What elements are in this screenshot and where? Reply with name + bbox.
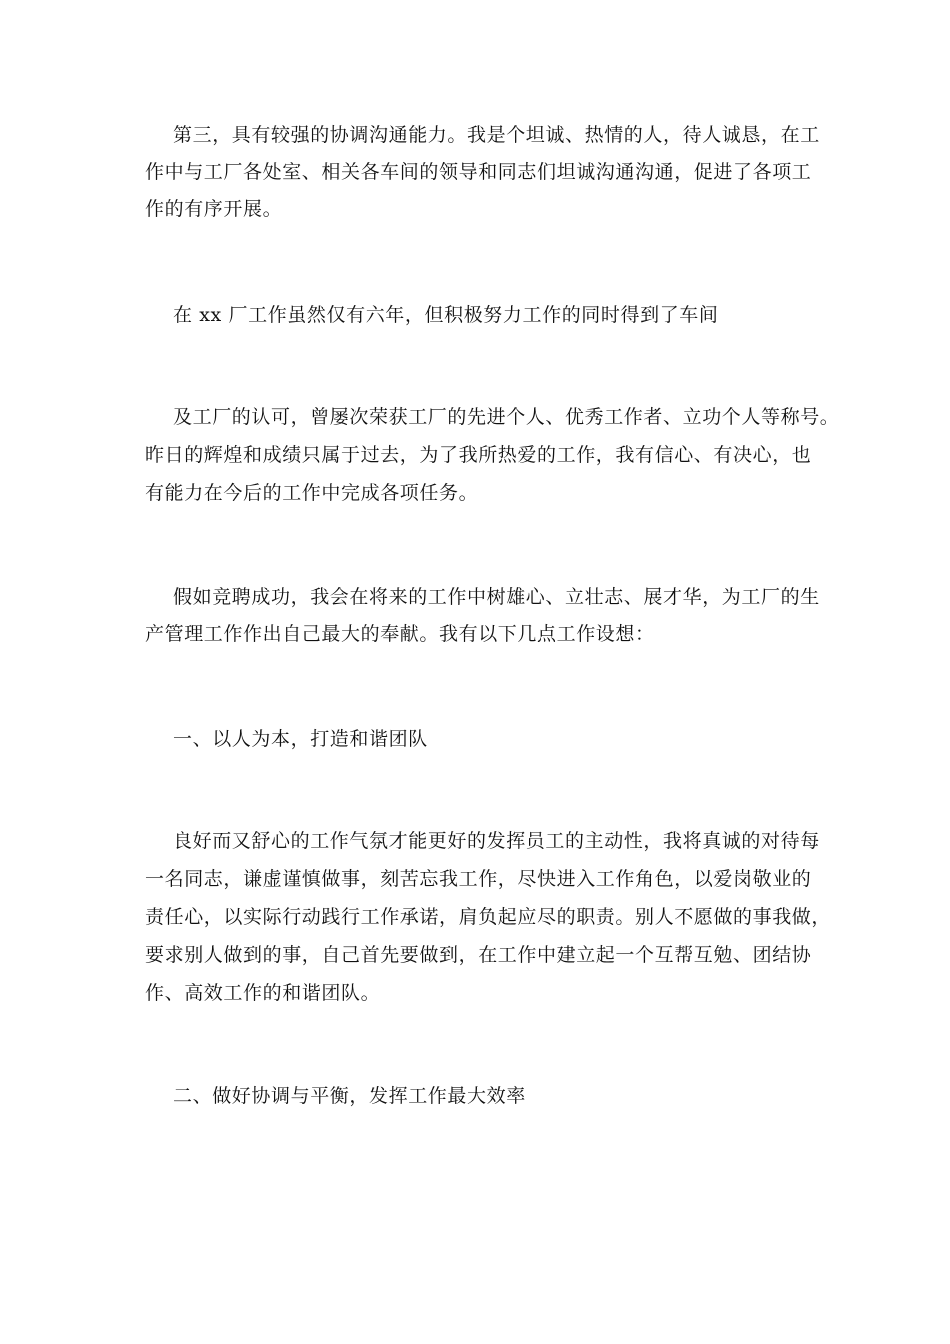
- paragraph-line: 及工厂的认可，曾屡次荣获工厂的先进个人、优秀工作者、立功个人等称号。: [173, 406, 840, 428]
- section-heading: 二、做好协调与平衡，发挥工作最大效率: [173, 1085, 526, 1107]
- paragraph-line: 要求别人做到的事，自己首先要做到，在工作中建立起一个互帮互勉、团结协: [145, 944, 812, 966]
- paragraph-line: 责任心，以实际行动践行工作承诺，肩负起应尽的职责。别人不愿做的事我做，: [145, 906, 832, 928]
- paragraph-line: 昨日的辉煌和成绩只属于过去，为了我所热爱的工作，我有信心、有决心，也: [145, 444, 812, 466]
- paragraph-line: 产管理工作作出自己最大的奉献。我有以下几点工作设想：: [145, 623, 655, 645]
- paragraph-line: 作、高效工作的和谐团队。: [145, 982, 381, 1004]
- section-heading: 一、以人为本，打造和谐团队: [173, 728, 428, 750]
- paragraph-line: 一名同志，谦虚谨慎做事，刻苦忘我工作，尽快进入工作角色，以爱岗敬业的: [145, 868, 812, 890]
- paragraph-line: 作的有序开展。: [145, 198, 283, 220]
- paragraph-line: 假如竞聘成功，我会在将来的工作中树雄心、立壮志、展才华，为工厂的生: [173, 586, 820, 608]
- paragraph-line: 第三，具有较强的协调沟通能力。我是个坦诚、热情的人，待人诚恳，在工: [173, 124, 820, 146]
- paragraph-line: 有能力在今后的工作中完成各项任务。: [145, 482, 479, 504]
- paragraph-line: 良好而又舒心的工作气氛才能更好的发挥员工的主动性，我将真诚的对待每: [173, 830, 820, 852]
- paragraph-line: 在 xx 厂工作虽然仅有六年，但积极努力工作的同时得到了车间: [173, 304, 719, 326]
- paragraph-line: 作中与工厂各处室、相关各车间的领导和同志们坦诚沟通沟通，促进了各项工: [145, 161, 812, 183]
